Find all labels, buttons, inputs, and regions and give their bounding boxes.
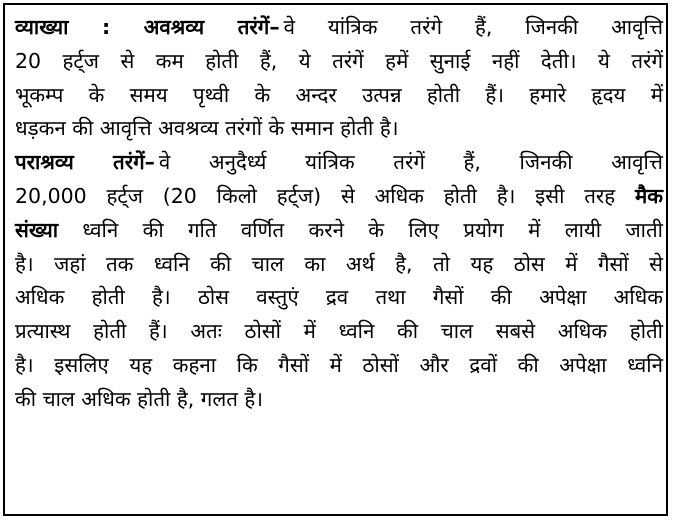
paragraph1-line2: 20 हर्ट्ज से कम होती हैं, ये तरंगें हमें सुनाई नहीं देती। ये तरंगें [15, 48, 663, 73]
paragraph2-line6: प्रत्यास्थ होती हैं। अतः ठोसों में ध्वनि की चाल सबसे अधिक होती [15, 319, 663, 344]
mach-term-part1: मैक [634, 183, 663, 208]
text-content [15, 11, 663, 417]
paragraph2-heading: पराश्रव्य तरंगें– [15, 150, 155, 175]
paragraph2-line8: की चाल अधिक होती है, गलत है। [15, 386, 264, 411]
paragraph1-heading: व्याख्या : अवश्रव्य तरंगें– [15, 15, 280, 39]
paragraph1-line3: भूकम्प के समय पृथ्वी के अन्दर उत्पन्न होती हैं। हमारे हृदय में [15, 82, 663, 107]
paragraph2-line3 [15, 214, 663, 248]
cut-off-next-line [40, 519, 600, 525]
paragraph2-line1 [15, 146, 663, 180]
paragraph2-line7: है। इसलिए यह कहना कि गैसों में ठोसों और द्रवों की अपेक्षा ध्वनि [15, 352, 663, 377]
paragraph2-line1-text: वे अनुदैर्ध्य यांत्रिक तरंगें हैं, जिनकी आवृत्ति [158, 150, 663, 175]
mach-term-part2: संख्या [15, 217, 59, 242]
paragraph2-line3-text: ध्वनि की गति वर्णित करने के लिए प्रयोग में लायी जाती [82, 217, 663, 242]
paragraph2-line5: अधिक होती है। ठोस वस्तुएं द्रव तथा गैसों की अपेक्षा अधिक [15, 285, 663, 310]
paragraph2-line2-text: 20,000 हर्ट्ज (20 किलो हर्ट्ज) से अधिक होती है। इसी तरह [15, 183, 616, 208]
paragraph1-line1-text: वे यांत्रिक तरंगे हैं, जिनकी आवृत्ति [283, 15, 663, 39]
paragraph2-line2 [15, 180, 663, 214]
paragraph1-line1 [15, 11, 663, 45]
text-box [3, 3, 668, 516]
paragraph1-line4: धड़कन की आवृत्ति अवश्रव्य तरंगों के समान होती है। [15, 116, 399, 141]
paragraph2-line4: है। जहां तक ध्वनि की चाल का अर्थ है, तो यह ठोस में गैसों से [15, 251, 663, 276]
